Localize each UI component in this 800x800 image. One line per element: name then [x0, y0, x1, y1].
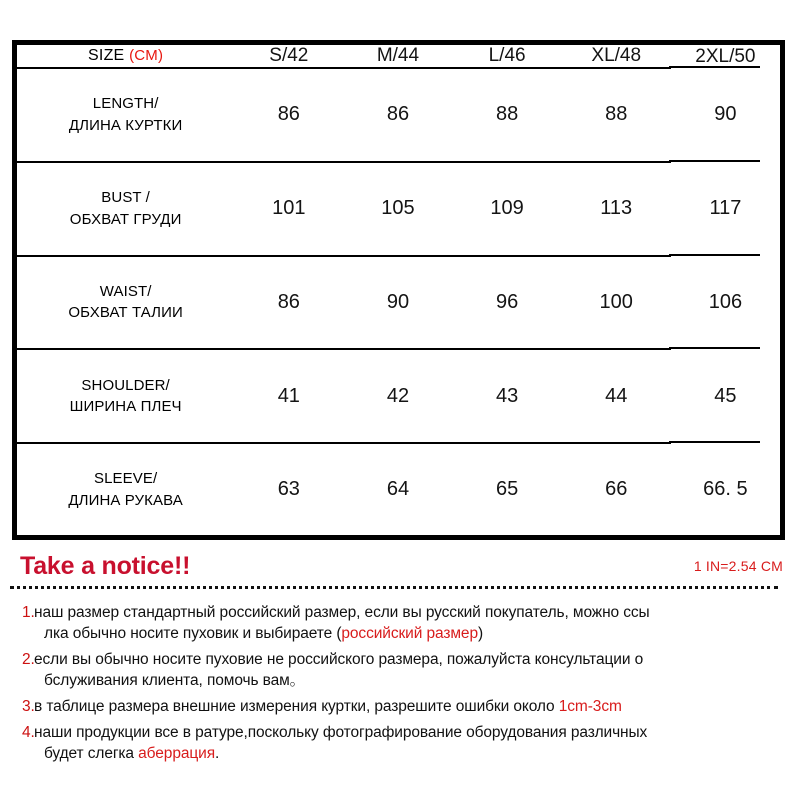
- note-2-line2: бслуживания клиента, помочь вам。: [44, 672, 306, 689]
- row-label-shoulder-en: SHOULDER/: [81, 376, 170, 394]
- cell-waist-m: 90: [343, 256, 452, 350]
- note-1-line2-tail: ): [477, 625, 484, 642]
- note-number-3: 3.: [22, 698, 35, 715]
- note-1-line2-text: лка обычно носите пуховик и выбираете (: [44, 625, 342, 642]
- header-size-2xl: 2XL/50: [695, 45, 756, 67]
- table-row-sleeve: [17, 443, 780, 535]
- row-label-shoulder: [17, 349, 234, 443]
- cell-shoulder-xl: 44: [562, 349, 671, 443]
- cell-shoulder-s: 41: [234, 349, 343, 443]
- note-item-3: [12, 696, 787, 717]
- notice-header-block: [12, 551, 785, 585]
- table-row-length: [17, 68, 780, 162]
- header-size-xl: XL/48: [591, 45, 642, 66]
- cell-bust-xl: 113: [562, 162, 671, 256]
- note-number-1: 1.: [22, 604, 35, 621]
- cell-sleeve-l: 65: [453, 443, 562, 535]
- cell-bust-s: 101: [234, 162, 343, 256]
- row-label-waist: [17, 256, 234, 350]
- table-row-shoulder: [17, 349, 780, 443]
- note-4-line2-tail: .: [215, 745, 220, 762]
- unit-conversion-note: 1 IN=2.54 CM: [693, 558, 783, 574]
- notice-list: [12, 602, 787, 769]
- header-size-m: M/44: [376, 45, 420, 66]
- cell-sleeve-m: 64: [343, 443, 452, 535]
- row-label-bust-ru: ОБХВАТ ГРУДИ: [69, 210, 182, 228]
- header-size-l: L/46: [488, 45, 526, 66]
- row-label-bust-en: BUST /: [101, 188, 150, 206]
- note-2-line1: если вы обычно носите пуховие не российского размера, пожалуйста консультации о: [34, 651, 644, 668]
- note-number-4: 4.: [22, 724, 35, 741]
- size-chart-table: [17, 45, 780, 535]
- row-label-length: [17, 68, 234, 162]
- row-label-waist-ru: ОБХВАТ ТАЛИИ: [68, 304, 183, 322]
- header-size-label: SIZE: [88, 47, 125, 64]
- cell-sleeve-s: 63: [234, 443, 343, 535]
- note-item-4: [12, 722, 787, 764]
- note-3-highlight: 1cm-3cm: [558, 698, 622, 715]
- notice-title: Take a notice!!: [20, 552, 191, 580]
- header-row: [17, 45, 780, 68]
- cell-waist-s: 86: [234, 256, 343, 350]
- cell-waist-l: 96: [453, 256, 562, 350]
- cell-shoulder-l: 43: [453, 349, 562, 443]
- cell-bust-m: 105: [343, 162, 452, 256]
- row-label-sleeve-ru: ДЛИНА РУКАВА: [68, 491, 183, 509]
- note-1-line2: [34, 623, 787, 644]
- row-label-sleeve-en: SLEEVE/: [94, 469, 158, 487]
- cell-sleeve-xl: 66: [562, 443, 671, 535]
- note-3-line1: в таблице размера внешние измерения куртки, разрешите ошибки около: [34, 698, 559, 715]
- note-number-2: 2.: [22, 651, 35, 668]
- cell-sleeve-2xl: 66. 5: [671, 443, 780, 535]
- table-row-bust: [17, 162, 780, 256]
- note-4-line2-text: будет слегка: [44, 745, 139, 762]
- cell-length-2xl: 90: [671, 68, 780, 162]
- note-item-2: [12, 649, 787, 691]
- row-label-length-ru: ДЛИНА КУРТКИ: [68, 116, 183, 134]
- cell-length-l: 88: [453, 68, 562, 162]
- size-chart-table-container: [12, 40, 785, 540]
- cell-length-m: 86: [343, 68, 452, 162]
- row-label-bust: [17, 162, 234, 256]
- row-label-waist-en: WAIST/: [99, 282, 152, 300]
- cell-bust-l: 109: [453, 162, 562, 256]
- notice-head: [12, 551, 785, 585]
- cell-shoulder-2xl: 45: [671, 349, 780, 443]
- notice-divider: [10, 586, 778, 589]
- header-size-s: S/42: [269, 45, 309, 66]
- cell-waist-xl: 100: [562, 256, 671, 350]
- table-header: [17, 45, 780, 68]
- note-4-highlight: аберрация: [138, 745, 215, 762]
- cell-bust-2xl: 117: [671, 162, 780, 256]
- table-row-waist: [17, 256, 780, 350]
- row-label-length-en: LENGTH/: [92, 95, 159, 113]
- note-1-line1: наш размер стандартный российский размер, если вы русский покупатель, можно ссы: [34, 604, 650, 621]
- note-4-line1: наши продукции все в ратуре,поскольку фотографирование оборудования различных: [34, 724, 648, 741]
- cell-shoulder-m: 42: [343, 349, 452, 443]
- note-4-line2: [34, 743, 787, 764]
- row-label-shoulder-ru: ШИРИНА ПЛЕЧ: [69, 398, 182, 416]
- table-body: [17, 68, 780, 535]
- header-unit-label: (CM): [129, 47, 164, 64]
- row-label-sleeve: [17, 443, 234, 535]
- cell-length-s: 86: [234, 68, 343, 162]
- cell-waist-2xl: 106: [671, 256, 780, 350]
- header-corner-cell: [17, 45, 234, 68]
- note-item-1: [12, 602, 787, 644]
- cell-length-xl: 88: [562, 68, 671, 162]
- note-1-highlight: российский размер: [341, 625, 478, 642]
